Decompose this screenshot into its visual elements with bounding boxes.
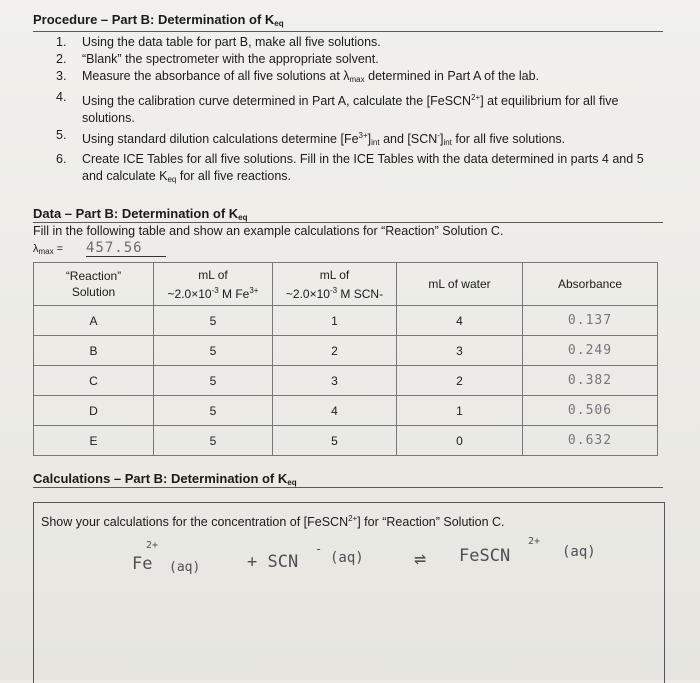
table-header-row: [34, 263, 658, 306]
lambda-max-value: 457.56: [86, 240, 166, 257]
hand-scn-charge: -: [315, 542, 323, 556]
header-reaction-solution: “Reaction” Solution: [34, 263, 154, 306]
cell-scn: 3: [273, 366, 397, 396]
calculations-title: Calculations – Part B: Determination of $K_{eq}$: [33, 471, 297, 487]
hand-aq-2: (aq): [330, 550, 364, 566]
table-instruction: Fill in the following table and show an example calculations for “Reaction” Solution C.: [33, 224, 504, 238]
procedure-step-2: 2. “Blank” the spectrometer with the appropriate solvent.: [56, 52, 379, 67]
cell-solution: A: [34, 306, 154, 336]
hand-product: FeSCN: [459, 546, 511, 566]
cell-absorbance: 0.632: [523, 426, 658, 456]
cell-scn: 5: [273, 426, 397, 456]
cell-water: 3: [397, 336, 523, 366]
calculations-rule: [33, 487, 663, 488]
procedure-steps: [56, 34, 656, 189]
table-row: [34, 336, 658, 366]
cell-solution: D: [34, 396, 154, 426]
procedure-step-1: 1. Using the data table for part B, make all five solutions.: [56, 35, 381, 49]
data-section-rule: [33, 222, 663, 223]
cell-water: 4: [397, 306, 523, 336]
hand-aq-3: (aq): [562, 544, 596, 560]
cell-fe: 5: [154, 366, 273, 396]
cell-scn: 4: [273, 396, 397, 426]
calculation-prompt: Show your calculations for the concentration of [FeSCN$^{2+}$] for “Reaction” Solution C.: [41, 514, 505, 529]
cell-solution: E: [34, 426, 154, 456]
header-ml-scn: mL of $\sim 2.0\times 10^{-3}$ M SCN-: [273, 263, 397, 306]
table-row: [34, 426, 658, 456]
cell-fe: 5: [154, 396, 273, 426]
hand-product-charge: 2+: [528, 536, 541, 547]
cell-scn: 2: [273, 336, 397, 366]
table-row: [34, 366, 658, 396]
hand-fe: Fe: [132, 554, 153, 574]
cell-absorbance: 0.249: [523, 336, 658, 366]
data-table: [33, 262, 658, 456]
header-ml-water: mL of water: [397, 263, 523, 306]
cell-water: 2: [397, 366, 523, 396]
cell-scn: 1: [273, 306, 397, 336]
hand-plus-scn: + SCN: [247, 552, 299, 572]
cell-absorbance: 0.137: [523, 306, 658, 336]
hand-fe-charge: 2+: [146, 540, 159, 551]
procedure-step-4: 4. Using the calibration curve determined in Part A, calculate the [FeSCN$^{2+}$] at equilibrium for all five solutions.: [56, 89, 619, 125]
cell-water: 1: [397, 396, 523, 426]
procedure-step-3: 3. Measure the absorbance of all five solutions at $\lambda_{max}$ determined in Part A of the lab.: [56, 69, 540, 85]
procedure-step-6: 6. Create ICE Tables for all five solutions. Fill in the ICE Tables with the data determined in parts 4 and 5 and calculate $K_{eq}$ for all five reactions.: [56, 152, 644, 185]
data-section-title: Data – Part B: Determination of $K_{eq}$: [33, 206, 248, 222]
procedure-rule: [33, 31, 663, 32]
header-ml-fe: mL of $\sim 2.0\times 10^{-3}$ M $Fe^{3+}$: [154, 263, 273, 306]
cell-solution: C: [34, 366, 154, 396]
cell-absorbance: 0.382: [523, 366, 658, 396]
cell-solution: B: [34, 336, 154, 366]
procedure-step-5: 5. Using standard dilution calculations determine $[Fe^{3+}]_{int}$ and $[SCN^-]_{int}$ for all five solutions.: [56, 128, 566, 148]
cell-absorbance: 0.506: [523, 396, 658, 426]
hand-equilibrium-arrow: ⇌: [414, 546, 427, 570]
handwritten-equation: [132, 536, 652, 584]
cell-water: 0: [397, 426, 523, 456]
lambda-max-line: $\lambda_{max}$ =: [33, 243, 64, 256]
hand-aq-1: (aq): [169, 560, 201, 575]
calculation-answer-box: [33, 502, 665, 683]
table-row: [34, 306, 658, 336]
header-absorbance: Absorbance: [523, 263, 658, 306]
procedure-title: Procedure – Part B: Determination of $K_{eq}$: [33, 12, 284, 28]
cell-fe: 5: [154, 426, 273, 456]
cell-fe: 5: [154, 336, 273, 366]
cell-fe: 5: [154, 306, 273, 336]
table-row: [34, 396, 658, 426]
